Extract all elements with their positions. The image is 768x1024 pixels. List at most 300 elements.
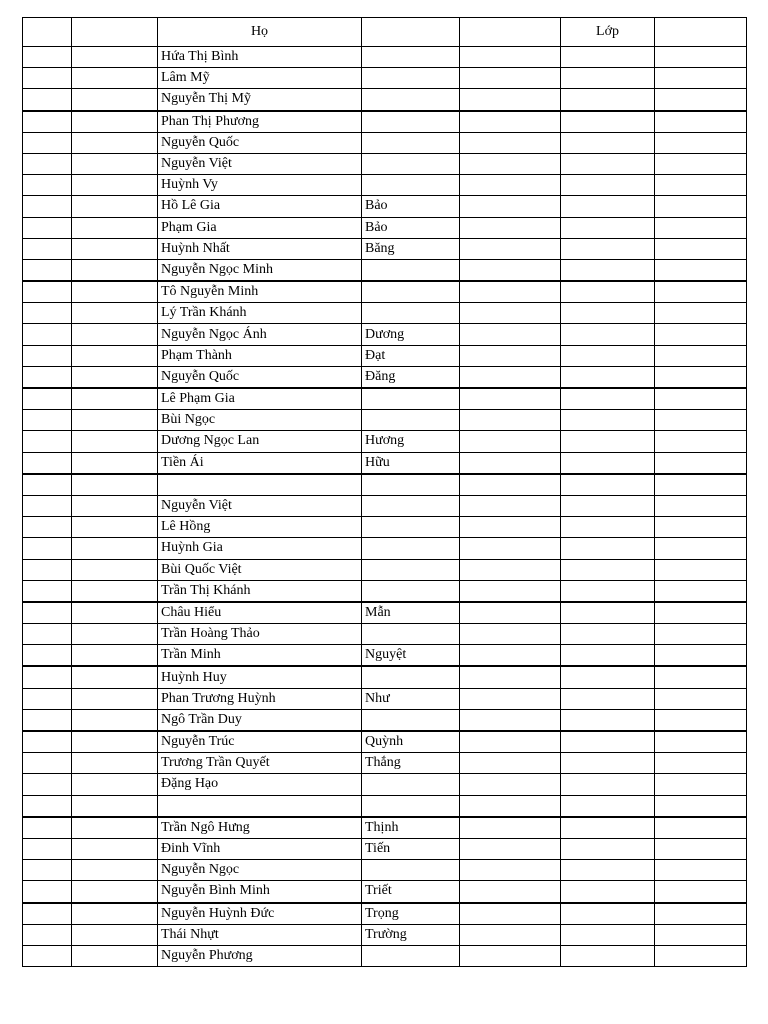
ten-cell — [362, 175, 460, 196]
row-number-cell — [23, 559, 72, 580]
code-cell — [72, 538, 158, 559]
empty-cell — [655, 645, 747, 667]
lop-cell — [561, 175, 655, 196]
table-row — [23, 132, 747, 153]
code-cell — [72, 709, 158, 731]
table-row — [23, 452, 747, 474]
row-number-cell — [23, 410, 72, 431]
ten-cell: Trường — [362, 924, 460, 945]
table-row — [23, 645, 747, 667]
empty-cell — [655, 753, 747, 774]
ho-cell: Phạm Thành — [158, 345, 362, 366]
table-row — [23, 410, 747, 431]
lop-cell — [561, 89, 655, 111]
empty-cell — [460, 860, 561, 881]
ten-cell — [362, 860, 460, 881]
ho-cell: Tô Nguyễn Minh — [158, 281, 362, 303]
table-row — [23, 89, 747, 111]
empty-cell — [655, 580, 747, 602]
ho-cell: Phan Thị Phương — [158, 111, 362, 133]
code-cell — [72, 666, 158, 688]
ten-cell: Như — [362, 688, 460, 709]
code-cell — [72, 345, 158, 366]
code-cell — [72, 474, 158, 496]
ho-cell: Đặng Hạo — [158, 774, 362, 795]
table-row — [23, 602, 747, 624]
empty-cell — [655, 731, 747, 753]
empty-cell — [655, 410, 747, 431]
empty-cell — [655, 388, 747, 410]
ho-cell: Dương Ngọc Lan — [158, 431, 362, 452]
code-cell — [72, 452, 158, 474]
lop-cell — [561, 645, 655, 667]
code-cell — [72, 795, 158, 817]
ten-cell — [362, 259, 460, 281]
lop-cell — [561, 624, 655, 645]
table-row — [23, 731, 747, 753]
ho-cell: Huỳnh Nhất — [158, 238, 362, 259]
empty-cell — [655, 838, 747, 859]
empty-cell — [655, 259, 747, 281]
row-number-cell — [23, 89, 72, 111]
lop-cell — [561, 838, 655, 859]
ho-cell: Hứa Thị Bình — [158, 47, 362, 68]
ho-cell: Trần Hoàng Thảo — [158, 624, 362, 645]
empty-cell — [460, 903, 561, 925]
empty-cell — [655, 945, 747, 966]
lop-cell — [561, 196, 655, 217]
ten-cell: Tiến — [362, 838, 460, 859]
lop-cell — [561, 666, 655, 688]
row-number-cell — [23, 388, 72, 410]
empty-cell — [655, 452, 747, 474]
code-cell — [72, 196, 158, 217]
empty-cell — [460, 817, 561, 839]
code-cell — [72, 688, 158, 709]
ho-cell: Nguyễn Ngọc Ánh — [158, 324, 362, 345]
table-row — [23, 366, 747, 388]
row-number-cell — [23, 175, 72, 196]
lop-cell — [561, 259, 655, 281]
row-number-cell — [23, 538, 72, 559]
empty-cell — [460, 303, 561, 324]
lop-cell — [561, 709, 655, 731]
empty-cell — [655, 688, 747, 709]
ho-cell: Huỳnh Gia — [158, 538, 362, 559]
row-number-cell — [23, 666, 72, 688]
empty-cell — [655, 345, 747, 366]
empty-cell — [460, 366, 561, 388]
table-row — [23, 559, 747, 580]
table-row — [23, 388, 747, 410]
row-number-cell — [23, 345, 72, 366]
empty-cell — [655, 817, 747, 839]
code-cell — [72, 903, 158, 925]
lop-cell — [561, 452, 655, 474]
empty-cell — [655, 431, 747, 452]
row-number-cell — [23, 259, 72, 281]
code-cell — [72, 924, 158, 945]
empty-cell — [655, 602, 747, 624]
code-cell — [72, 624, 158, 645]
header-cell — [72, 18, 158, 47]
ten-cell — [362, 774, 460, 795]
ten-cell: Dương — [362, 324, 460, 345]
row-number-cell — [23, 217, 72, 238]
empty-cell — [460, 431, 561, 452]
empty-cell — [460, 474, 561, 496]
empty-cell — [460, 259, 561, 281]
ho-cell: Đinh Vĩnh — [158, 838, 362, 859]
ho-cell: Lê Phạm Gia — [158, 388, 362, 410]
table-row — [23, 838, 747, 859]
empty-cell — [655, 303, 747, 324]
ten-cell — [362, 709, 460, 731]
lop-cell — [561, 474, 655, 496]
ten-cell: Bảo — [362, 217, 460, 238]
table-row — [23, 111, 747, 133]
lop-cell — [561, 132, 655, 153]
row-number-cell — [23, 474, 72, 496]
code-cell — [72, 238, 158, 259]
table-row — [23, 303, 747, 324]
code-cell — [72, 517, 158, 538]
lop-cell — [561, 324, 655, 345]
row-number-cell — [23, 881, 72, 903]
row-number-cell — [23, 303, 72, 324]
table-row — [23, 774, 747, 795]
empty-cell — [460, 731, 561, 753]
row-number-cell — [23, 645, 72, 667]
empty-cell — [655, 132, 747, 153]
empty-cell — [460, 559, 561, 580]
ten-cell — [362, 132, 460, 153]
ten-cell: Triết — [362, 881, 460, 903]
ten-cell: Thịnh — [362, 817, 460, 839]
empty-cell — [460, 388, 561, 410]
lop-cell — [561, 924, 655, 945]
table-row — [23, 538, 747, 559]
lop-cell — [561, 538, 655, 559]
row-number-cell — [23, 68, 72, 89]
ten-cell: Băng — [362, 238, 460, 259]
ho-cell: Trần Thị Khánh — [158, 580, 362, 602]
code-cell — [72, 645, 158, 667]
lop-cell — [561, 410, 655, 431]
code-cell — [72, 259, 158, 281]
row-number-cell — [23, 196, 72, 217]
row-number-cell — [23, 795, 72, 817]
empty-cell — [460, 68, 561, 89]
table-row — [23, 345, 747, 366]
table-row — [23, 47, 747, 68]
ho-cell — [158, 474, 362, 496]
lop-cell — [561, 731, 655, 753]
empty-cell — [655, 89, 747, 111]
ten-cell: Đạt — [362, 345, 460, 366]
row-number-cell — [23, 688, 72, 709]
lop-cell — [561, 366, 655, 388]
code-cell — [72, 89, 158, 111]
code-cell — [72, 945, 158, 966]
empty-cell — [655, 175, 747, 196]
ho-cell: Thái Nhựt — [158, 924, 362, 945]
lop-cell — [561, 388, 655, 410]
table-row — [23, 881, 747, 903]
row-number-cell — [23, 945, 72, 966]
empty-cell — [460, 924, 561, 945]
ten-cell — [362, 517, 460, 538]
table-row — [23, 688, 747, 709]
lop-cell — [561, 903, 655, 925]
empty-cell — [460, 774, 561, 795]
ho-cell: Lâm Mỹ — [158, 68, 362, 89]
code-cell — [72, 217, 158, 238]
row-number-cell — [23, 238, 72, 259]
lop-cell — [561, 303, 655, 324]
empty-cell — [655, 196, 747, 217]
empty-cell — [460, 838, 561, 859]
ten-cell — [362, 538, 460, 559]
table-row — [23, 281, 747, 303]
lop-cell — [561, 111, 655, 133]
empty-cell — [655, 903, 747, 925]
ho-cell: Phạm Gia — [158, 217, 362, 238]
ho-cell: Ngô Trần Duy — [158, 709, 362, 731]
table-row — [23, 753, 747, 774]
lop-cell — [561, 238, 655, 259]
lop-cell — [561, 795, 655, 817]
row-number-cell — [23, 709, 72, 731]
empty-cell — [655, 774, 747, 795]
row-number-cell — [23, 452, 72, 474]
empty-cell — [460, 709, 561, 731]
row-number-cell — [23, 838, 72, 859]
ho-cell: Nguyễn Ngọc Minh — [158, 259, 362, 281]
row-number-cell — [23, 366, 72, 388]
empty-cell — [460, 795, 561, 817]
ho-cell: Nguyễn Việt — [158, 495, 362, 516]
header-cell — [655, 18, 747, 47]
lop-cell — [561, 817, 655, 839]
row-number-cell — [23, 774, 72, 795]
header-cell — [23, 18, 72, 47]
table-row — [23, 924, 747, 945]
ten-cell — [362, 281, 460, 303]
empty-cell — [655, 474, 747, 496]
code-cell — [72, 753, 158, 774]
empty-cell — [460, 217, 561, 238]
ten-cell — [362, 111, 460, 133]
empty-cell — [460, 517, 561, 538]
table-row — [23, 324, 747, 345]
ho-cell: Huỳnh Huy — [158, 666, 362, 688]
table-row — [23, 903, 747, 925]
header-cell — [460, 18, 561, 47]
ten-cell — [362, 666, 460, 688]
row-number-cell — [23, 495, 72, 516]
empty-cell — [460, 881, 561, 903]
lop-cell — [561, 281, 655, 303]
ten-cell — [362, 153, 460, 174]
ten-cell — [362, 388, 460, 410]
ho-cell — [158, 795, 362, 817]
ho-cell: Nguyễn Thị Mỹ — [158, 89, 362, 111]
ho-cell: Nguyễn Trúc — [158, 731, 362, 753]
row-number-cell — [23, 731, 72, 753]
ho-cell: Nguyễn Quốc — [158, 132, 362, 153]
ho-cell: Bùi Quốc Việt — [158, 559, 362, 580]
ho-cell: Nguyễn Phương — [158, 945, 362, 966]
ten-cell: Thắng — [362, 753, 460, 774]
ten-cell: Hương — [362, 431, 460, 452]
code-cell — [72, 881, 158, 903]
empty-cell — [460, 495, 561, 516]
lop-cell — [561, 774, 655, 795]
ten-cell: Hữu — [362, 452, 460, 474]
ten-cell: Mẫn — [362, 602, 460, 624]
ho-cell: Nguyễn Quốc — [158, 366, 362, 388]
empty-cell — [460, 538, 561, 559]
empty-cell — [655, 538, 747, 559]
table-row — [23, 259, 747, 281]
empty-cell — [655, 366, 747, 388]
row-number-cell — [23, 47, 72, 68]
empty-cell — [655, 68, 747, 89]
ten-cell — [362, 624, 460, 645]
empty-cell — [460, 238, 561, 259]
ho-cell: Bùi Ngọc — [158, 410, 362, 431]
code-cell — [72, 817, 158, 839]
empty-cell — [460, 132, 561, 153]
lop-cell — [561, 495, 655, 516]
lop-cell — [561, 68, 655, 89]
ho-cell: Trần Ngô Hưng — [158, 817, 362, 839]
lop-cell — [561, 580, 655, 602]
lop-cell — [561, 345, 655, 366]
ho-cell: Hồ Lê Gia — [158, 196, 362, 217]
ten-cell: Đăng — [362, 366, 460, 388]
empty-cell — [655, 795, 747, 817]
lop-cell — [561, 517, 655, 538]
lop-cell — [561, 47, 655, 68]
empty-cell — [655, 624, 747, 645]
code-cell — [72, 153, 158, 174]
table-row — [23, 860, 747, 881]
row-number-cell — [23, 602, 72, 624]
header-cell-lop: Lớp — [561, 18, 655, 47]
empty-cell — [460, 324, 561, 345]
header-row — [23, 18, 747, 47]
code-cell — [72, 559, 158, 580]
code-cell — [72, 303, 158, 324]
code-cell — [72, 774, 158, 795]
lop-cell — [561, 860, 655, 881]
empty-cell — [460, 89, 561, 111]
empty-cell — [655, 881, 747, 903]
ho-cell: Phan Trương Huỳnh — [158, 688, 362, 709]
row-number-cell — [23, 324, 72, 345]
row-number-cell — [23, 817, 72, 839]
row-number-cell — [23, 281, 72, 303]
lop-cell — [561, 881, 655, 903]
lop-cell — [561, 688, 655, 709]
lop-cell — [561, 217, 655, 238]
row-number-cell — [23, 753, 72, 774]
lop-cell — [561, 753, 655, 774]
lop-cell — [561, 945, 655, 966]
table-row — [23, 238, 747, 259]
lop-cell — [561, 153, 655, 174]
row-number-cell — [23, 860, 72, 881]
empty-cell — [655, 47, 747, 68]
student-table — [22, 17, 747, 967]
empty-cell — [655, 217, 747, 238]
empty-cell — [460, 345, 561, 366]
code-cell — [72, 111, 158, 133]
lop-cell — [561, 431, 655, 452]
ten-cell — [362, 474, 460, 496]
table-row — [23, 795, 747, 817]
ho-cell: Trương Trần Quyết — [158, 753, 362, 774]
header-cell-ho: Họ — [158, 18, 362, 47]
empty-cell — [460, 175, 561, 196]
header-cell — [362, 18, 460, 47]
empty-cell — [460, 580, 561, 602]
empty-cell — [655, 281, 747, 303]
row-number-cell — [23, 580, 72, 602]
empty-cell — [460, 945, 561, 966]
empty-cell — [655, 517, 747, 538]
table-row — [23, 580, 747, 602]
table-row — [23, 175, 747, 196]
empty-cell — [460, 111, 561, 133]
empty-cell — [655, 111, 747, 133]
code-cell — [72, 47, 158, 68]
ho-cell: Nguyễn Ngọc — [158, 860, 362, 881]
ten-cell — [362, 303, 460, 324]
ho-cell: Nguyễn Việt — [158, 153, 362, 174]
ho-cell: Huỳnh Vy — [158, 175, 362, 196]
empty-cell — [460, 753, 561, 774]
row-number-cell — [23, 924, 72, 945]
empty-cell — [460, 281, 561, 303]
empty-cell — [460, 153, 561, 174]
empty-cell — [655, 559, 747, 580]
ten-cell — [362, 89, 460, 111]
ten-cell — [362, 47, 460, 68]
code-cell — [72, 731, 158, 753]
ten-cell — [362, 410, 460, 431]
ten-cell: Nguyệt — [362, 645, 460, 667]
ten-cell — [362, 795, 460, 817]
ho-cell: Nguyễn Huỳnh Đức — [158, 903, 362, 925]
empty-cell — [655, 860, 747, 881]
ho-cell: Trần Minh — [158, 645, 362, 667]
ho-cell: Tiền Ái — [158, 452, 362, 474]
table-row — [23, 709, 747, 731]
empty-cell — [655, 324, 747, 345]
row-number-cell — [23, 111, 72, 133]
code-cell — [72, 132, 158, 153]
ten-cell — [362, 580, 460, 602]
code-cell — [72, 602, 158, 624]
ten-cell: Quỳnh — [362, 731, 460, 753]
table-row — [23, 817, 747, 839]
ten-cell — [362, 559, 460, 580]
code-cell — [72, 388, 158, 410]
empty-cell — [460, 624, 561, 645]
